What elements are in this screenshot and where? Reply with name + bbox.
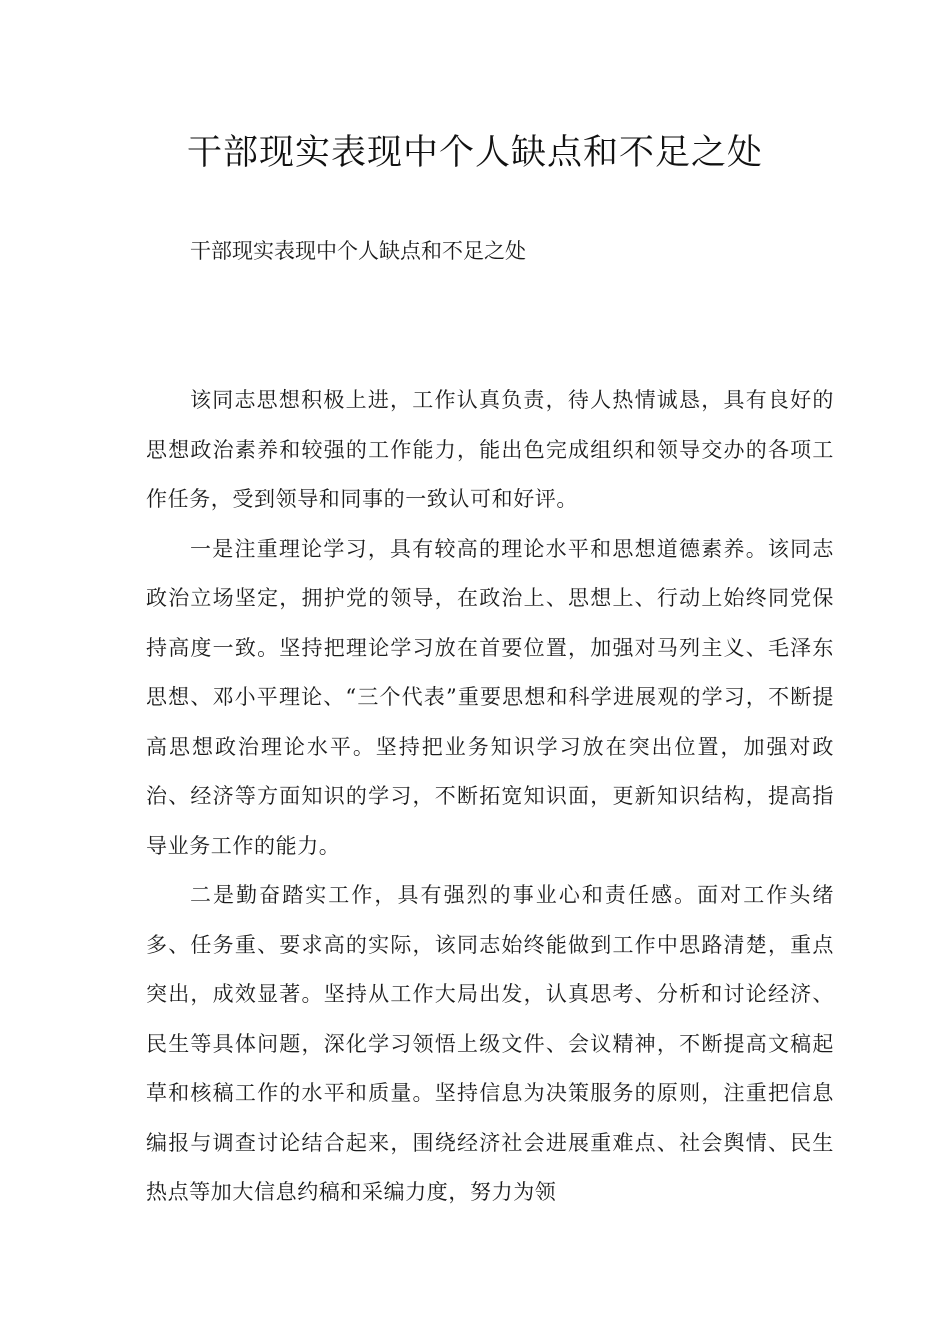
paragraph-intro: 该同志思想积极上进，工作认真负责，待人热情诚恳，具有良好的思想政治素养和较强的工作能力，能出色完成组织和领导交办的各项工作任务，受到领导和同事的一致认可和好评。: [146, 388, 834, 511]
document-title: 干部现实表现中个人缺点和不足之处: [186, 133, 763, 173]
document-body: [146, 376, 834, 1218]
document-subtitle: 干部现实表现中个人缺点和不足之处: [190, 239, 526, 263]
paragraph-diligent-work: 二是勤奋踏实工作，具有强烈的事业心和责任感。面对工作头绪多、任务重、要求高的实际，该同志始终能做到工作中思路清楚，重点突出，成效显著。坚持从工作大局出发，认真思考、分析和讨论经济、民生等具体问题，深化学习领悟上级文件、会议精神，不断提高文稿起草和核稿工作的水平和质量。坚持信息为决策服务的原则，注重把信息编报与调查讨论结合起来，围绕经济社会进展重难点、社会舆情、民生热点等加大信息约稿和采编力度，努力为领: [146, 883, 834, 1204]
paragraph-theory-study: 一是注重理论学习，具有较高的理论水平和思想道德素养。该同志政治立场坚定，拥护党的领导，在政治上、思想上、行动上始终同党保持高度一致。坚持把理论学习放在首要位置，加强对马列主义、毛泽东思想、邓小平理论、“三个代表”重要思想和科学进展观的学习，不断提高思想政治理论水平。坚持把业务知识学习放在突出位置，加强对政治、经济等方面知识的学习，不断拓宽知识面，更新知识结构，提高指导业务工作的能力。: [146, 536, 834, 858]
